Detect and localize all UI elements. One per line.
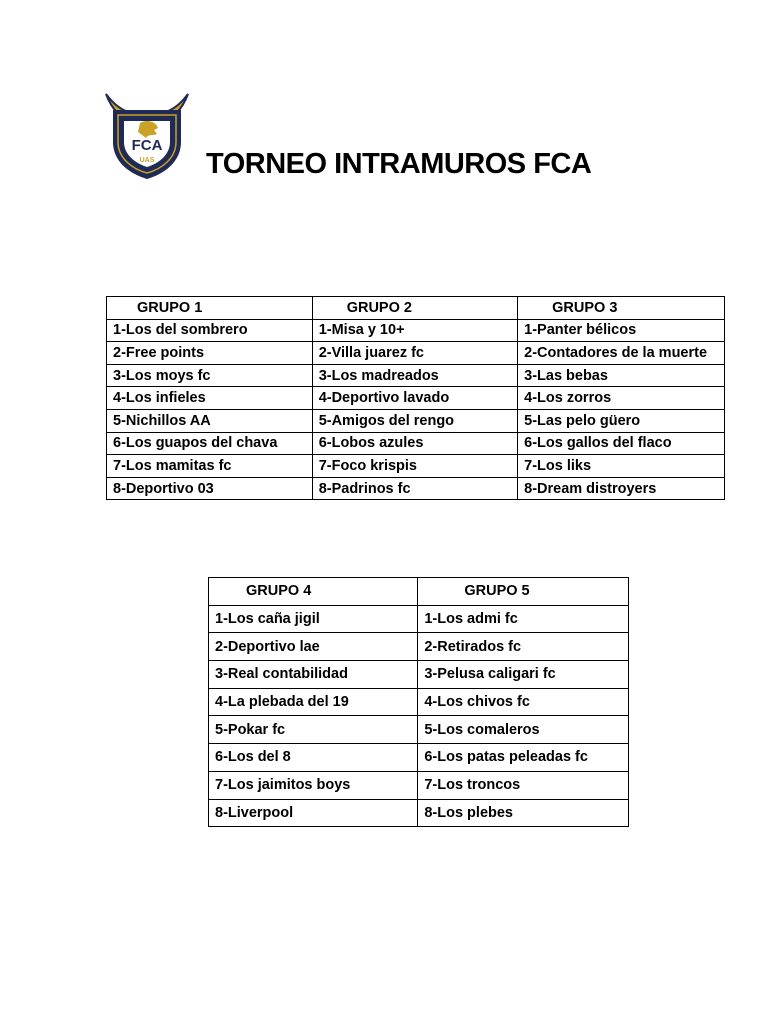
- fca-uas-logo: [104, 92, 190, 180]
- team-cell: 4-Los chivos fc: [418, 688, 629, 716]
- team-cell: 7-Los liks: [518, 455, 725, 478]
- groups-1-3-table: [106, 296, 725, 500]
- team-cell: 2-Retirados fc: [418, 633, 629, 661]
- team-cell: 7-Foco krispis: [312, 455, 517, 478]
- table-header-row: [107, 297, 725, 320]
- table-row: [209, 744, 629, 772]
- table-header-row: [209, 578, 629, 606]
- team-cell: 5-Nichillos AA: [107, 409, 313, 432]
- team-cell: 8-Padrinos fc: [312, 477, 517, 500]
- page-title: TORNEO INTRAMUROS FCA: [206, 148, 592, 180]
- header-grupo-4: GRUPO 4: [209, 578, 418, 606]
- groups-4-5-table: [208, 577, 629, 827]
- team-cell: 2-Contadores de la muerte: [518, 342, 725, 365]
- table-row: [107, 387, 725, 410]
- table-row: [209, 688, 629, 716]
- team-cell: 6-Los patas peleadas fc: [418, 744, 629, 772]
- team-cell: 3-Los moys fc: [107, 364, 313, 387]
- header-grupo-1: GRUPO 1: [107, 297, 313, 320]
- team-cell: 3-Las bebas: [518, 364, 725, 387]
- team-cell: 7-Los mamitas fc: [107, 455, 313, 478]
- team-cell: 3-Real contabilidad: [209, 661, 418, 689]
- table-row: [209, 771, 629, 799]
- table-row: [209, 661, 629, 689]
- team-cell: 6-Lobos azules: [312, 432, 517, 455]
- team-cell: 4-La plebada del 19: [209, 688, 418, 716]
- team-cell: 5-Pokar fc: [209, 716, 418, 744]
- team-cell: 4-Deportivo lavado: [312, 387, 517, 410]
- team-cell: 8-Dream distroyers: [518, 477, 725, 500]
- team-cell: 1-Los del sombrero: [107, 319, 313, 342]
- team-cell: 3-Pelusa caligari fc: [418, 661, 629, 689]
- logo-fca-text: FCA: [131, 137, 163, 154]
- table-row: [107, 319, 725, 342]
- team-cell: 5-Las pelo güero: [518, 409, 725, 432]
- team-cell: 6-Los del 8: [209, 744, 418, 772]
- team-cell: 8-Liverpool: [209, 799, 418, 827]
- team-cell: 8-Deportivo 03: [107, 477, 313, 500]
- team-cell: 6-Los guapos del chava: [107, 432, 313, 455]
- header-grupo-3: GRUPO 3: [518, 297, 725, 320]
- team-cell: 1-Panter bélicos: [518, 319, 725, 342]
- team-cell: 7-Los troncos: [418, 771, 629, 799]
- team-cell: 2-Villa juarez fc: [312, 342, 517, 365]
- table-row: [107, 455, 725, 478]
- team-cell: 1-Los admi fc: [418, 605, 629, 633]
- team-cell: 1-Los caña jigil: [209, 605, 418, 633]
- team-cell: 3-Los madreados: [312, 364, 517, 387]
- team-cell: 7-Los jaimitos boys: [209, 771, 418, 799]
- team-cell: 1-Misa y 10+: [312, 319, 517, 342]
- table-row: [209, 605, 629, 633]
- table-row: [107, 432, 725, 455]
- team-cell: 2-Deportivo lae: [209, 633, 418, 661]
- table-row: [209, 799, 629, 827]
- table-row: [107, 477, 725, 500]
- table-row: [107, 409, 725, 432]
- table-row: [107, 364, 725, 387]
- team-cell: 6-Los gallos del flaco: [518, 432, 725, 455]
- logo-uas-text: UAS: [139, 157, 155, 164]
- team-cell: 4-Los infieles: [107, 387, 313, 410]
- team-cell: 5-Los comaleros: [418, 716, 629, 744]
- header-grupo-5: GRUPO 5: [418, 578, 629, 606]
- table-row: [209, 633, 629, 661]
- team-cell: 8-Los plebes: [418, 799, 629, 827]
- team-cell: 2-Free points: [107, 342, 313, 365]
- team-cell: 4-Los zorros: [518, 387, 725, 410]
- table-row: [107, 342, 725, 365]
- table-row: [209, 716, 629, 744]
- header-grupo-2: GRUPO 2: [312, 297, 517, 320]
- team-cell: 5-Amigos del rengo: [312, 409, 517, 432]
